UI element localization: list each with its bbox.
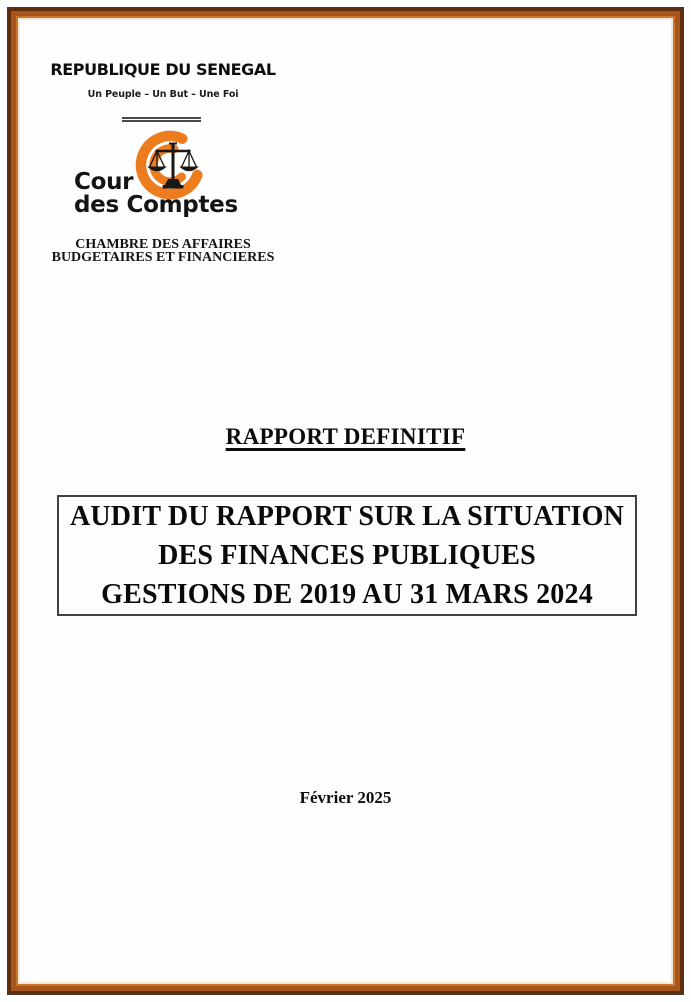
logo-wordmark-line2: des Comptes <box>74 192 238 218</box>
report-title-line1: AUDIT DU RAPPORT SUR LA SITUATION <box>69 501 625 532</box>
chamber-name <box>28 238 298 264</box>
country-title: REPUBLIQUE DU SENEGAL <box>50 60 276 79</box>
logo-wordmark-line1: Cour <box>74 169 134 195</box>
report-type-heading <box>0 424 691 450</box>
report-title-line2: DES FINANCES PUBLIQUES <box>158 540 536 571</box>
cour-des-comptes-logo-icon <box>129 129 215 201</box>
chamber-name-line1: CHAMBRE DES AFFAIRES <box>75 237 251 252</box>
report-title-line3: GESTIONS DE 2019 AU 31 MARS 2024 <box>101 579 593 610</box>
chamber-name-line2: BUDGETAIRES ET FINANCIERES <box>51 250 275 265</box>
national-motto: Un Peuple – Un But – Une Foi <box>87 89 239 100</box>
report-type-label: RAPPORT DEFINITIF <box>225 424 466 449</box>
double-line-separator <box>122 117 201 122</box>
publication-date: Février 2025 <box>299 788 392 807</box>
report-title-box <box>57 495 637 616</box>
